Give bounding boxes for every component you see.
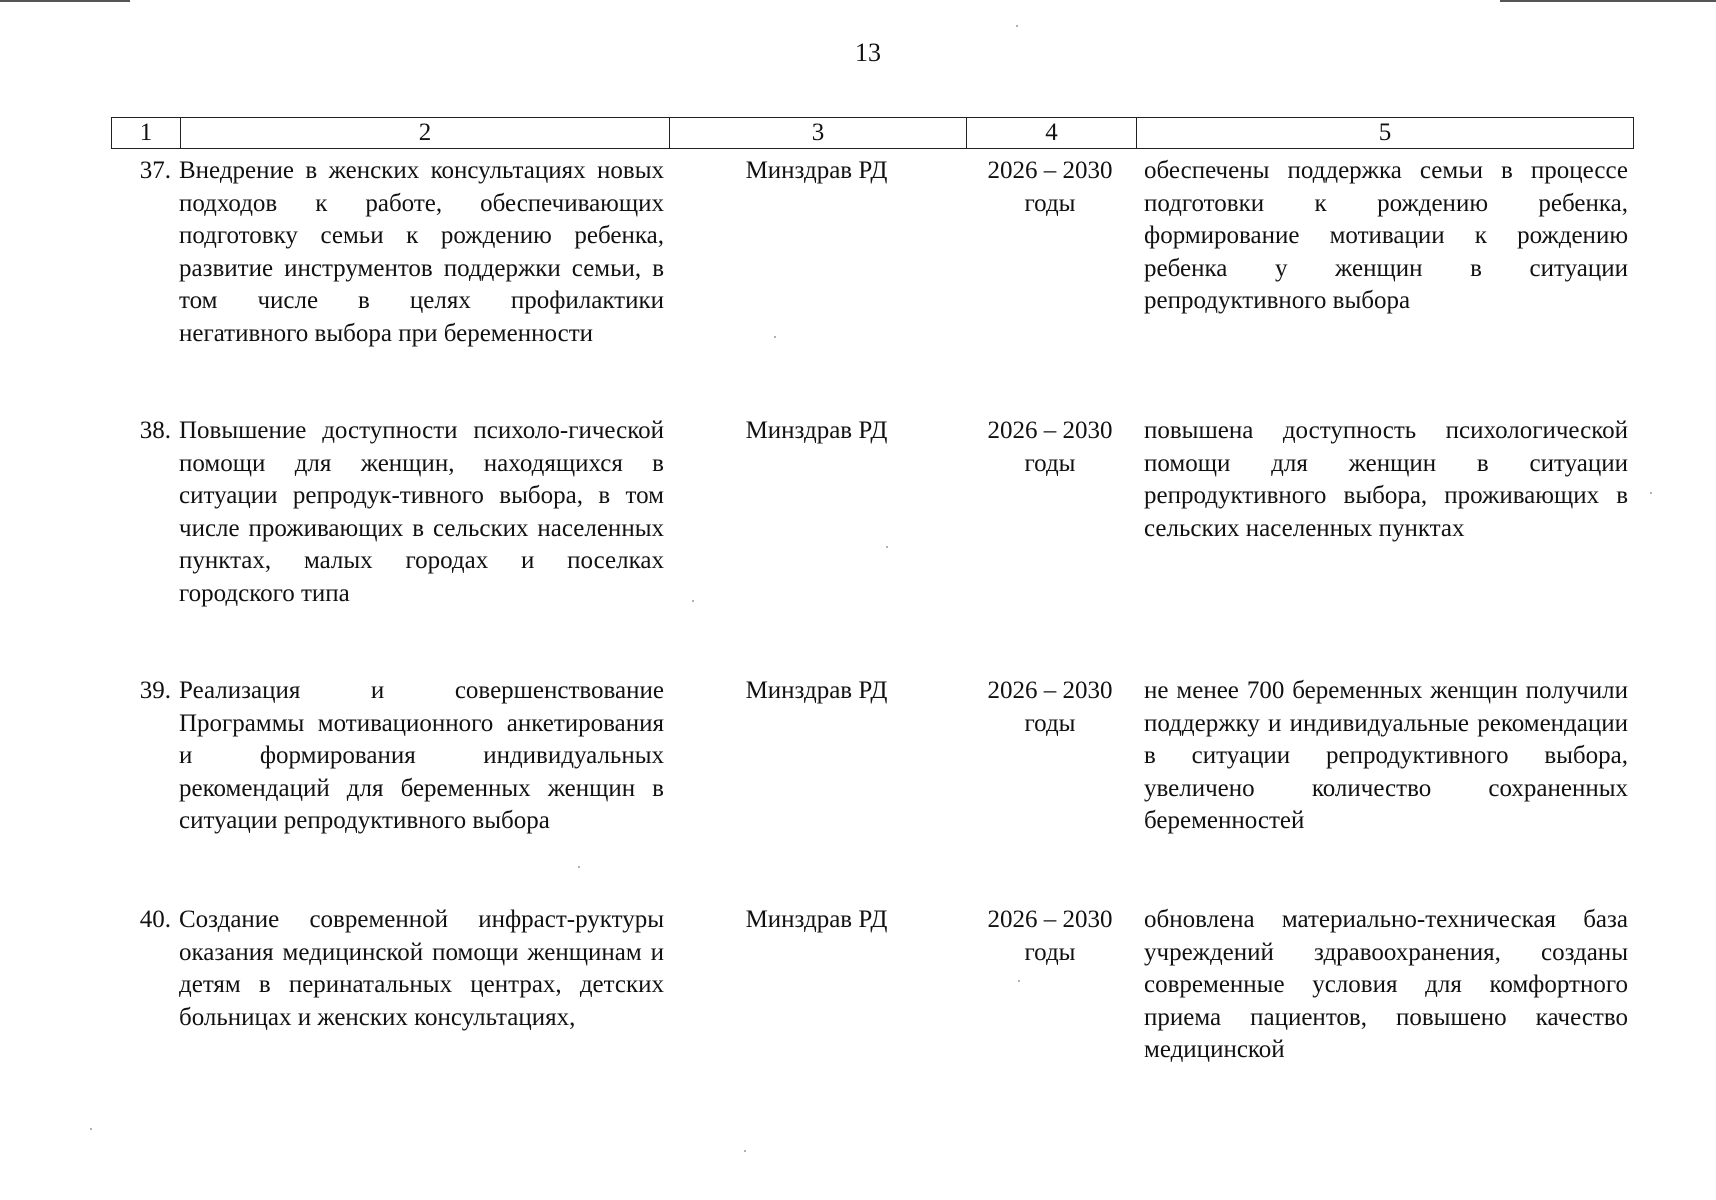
expected-result: не менее 700 беременных женщин получили поддержку и индивидуальные рекомендации в ситуации репродуктивного выбора, увеличено количество сохраненных беременностей	[1144, 677, 1628, 835]
scan-speck	[1650, 492, 1652, 494]
table-row	[111, 904, 1634, 1074]
page-number: 13	[855, 38, 881, 67]
table-row	[111, 415, 1634, 675]
table-body	[111, 155, 1634, 1074]
scan-speck	[692, 600, 694, 602]
scan-speck	[1016, 25, 1018, 27]
table-row	[111, 155, 1634, 415]
responsible-executor: Минздрав РД	[745, 677, 888, 704]
row-number: 40.	[139, 906, 171, 933]
implementation-period: 2026 – 2030 годы	[987, 677, 1113, 737]
expected-result: обеспечены поддержка семьи в процессе подготовки к рождению ребенка, формирование мотивации к рождению ребенка у женщин в ситуации репродуктивного выбора	[1144, 157, 1628, 315]
scan-edge-right	[1500, 0, 1716, 2]
implementation-period: 2026 – 2030 годы	[987, 157, 1113, 217]
header-col-2: 2	[180, 118, 669, 148]
header-col-3: 3	[669, 118, 966, 148]
scan-speck	[90, 1128, 92, 1130]
expected-result: повышена доступность психологической помощи для женщин в ситуации репродуктивного выбора, проживающих в сельских населенных пунктах	[1144, 417, 1628, 542]
header-col-5: 5	[1136, 118, 1633, 148]
measure-name: Реализация и совершенствование Программы мотивационного анкетирования и формирования индивидуальных рекомендаций для беременных женщин в ситуации репродуктивного выбора	[179, 677, 664, 835]
responsible-executor: Минздрав РД	[745, 906, 888, 933]
measure-name: Внедрение в женских консультациях новых подходов к работе, обеспечивающих подготовку семьи к рождению ребенка, развитие инструментов поддержки семьи, в том числе в целях профилактики негативного выбора при беременности	[179, 157, 664, 347]
scan-speck	[578, 866, 580, 868]
measure-name: Создание современной инфраст-руктуры оказания медицинской помощи женщинам и детям в перинатальных центрах, детских больницах и женских консультациях,	[179, 906, 664, 1031]
header-col-1: 1	[139, 119, 153, 146]
implementation-period: 2026 – 2030 годы	[987, 906, 1113, 966]
responsible-executor: Минздрав РД	[745, 157, 888, 184]
scan-edge-left	[0, 0, 130, 2]
scan-speck	[886, 546, 888, 548]
scan-speck	[744, 1150, 746, 1152]
expected-result: обновлена материально-техническая база учреждений здравоохранения, созданы современные условия для комфортного приема пациентов, повышено качество медицинской	[1144, 906, 1628, 1064]
row-number: 39.	[139, 677, 171, 704]
row-number: 38.	[139, 417, 171, 444]
measure-name: Повышение доступности психоло-гической помощи для женщин, находящихся в ситуации репродук-тивного выбора, в том числе проживающих в сельских населенных пунктах, малых городах и поселках городского типа	[179, 417, 664, 607]
scan-speck	[774, 336, 776, 338]
header-col-4: 4	[966, 118, 1136, 148]
table-header	[111, 117, 1634, 149]
row-number: 37.	[139, 157, 171, 184]
implementation-period: 2026 – 2030 годы	[987, 417, 1113, 477]
scan-speck	[1018, 980, 1020, 982]
table-row	[111, 675, 1634, 904]
responsible-executor: Минздрав РД	[745, 417, 888, 444]
